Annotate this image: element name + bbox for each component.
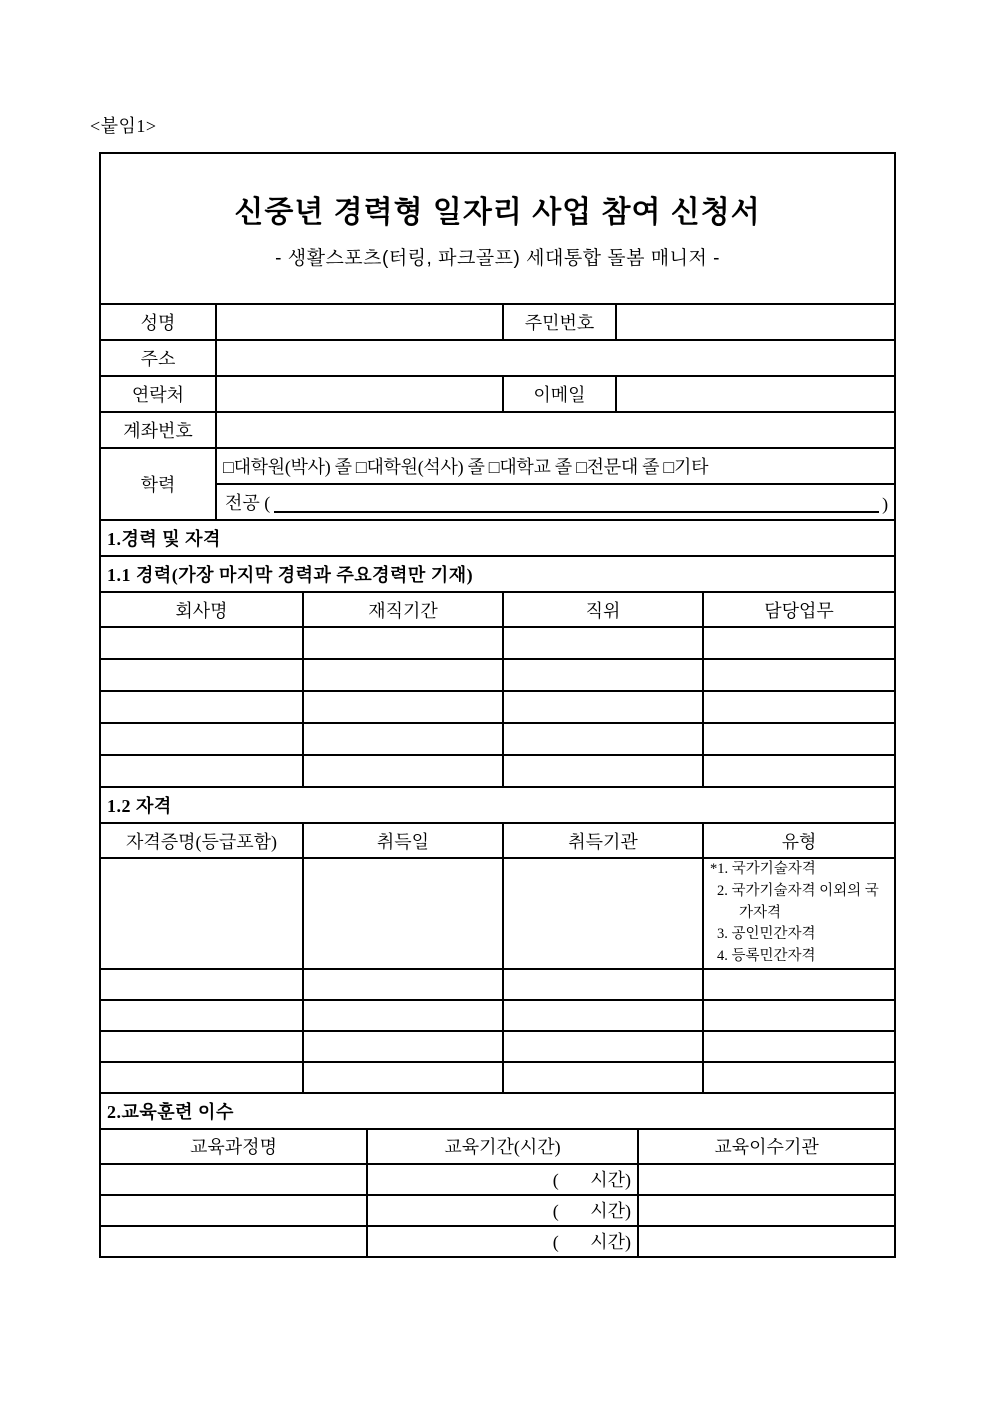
edu-org-cell[interactable] xyxy=(638,1226,895,1257)
career-row xyxy=(100,755,895,787)
qualification-row xyxy=(100,1062,895,1093)
career-heading: 1.1 경력(가장 마지막 경력과 주요경력만 기재) xyxy=(100,556,895,592)
qual-org-cell[interactable] xyxy=(503,1000,703,1031)
edu-col-course: 교육과정명 xyxy=(100,1129,367,1164)
qualification-row xyxy=(100,1031,895,1062)
career-duty-cell[interactable] xyxy=(703,659,895,691)
qualification-row xyxy=(100,1000,895,1031)
career-col-position: 직위 xyxy=(503,592,703,627)
qual-date-cell[interactable] xyxy=(303,1000,503,1031)
major-blank-line[interactable] xyxy=(274,491,879,513)
row-account xyxy=(100,412,895,448)
qual-cert-cell[interactable] xyxy=(100,858,303,969)
contact-label: 연락처 xyxy=(100,376,216,412)
edu-col-org: 교육이수기관 xyxy=(638,1129,895,1164)
career-duty-cell[interactable] xyxy=(703,627,895,659)
email-input-cell[interactable] xyxy=(616,376,895,412)
qual-date-cell[interactable] xyxy=(303,858,503,969)
application-form xyxy=(99,152,894,1258)
edu-col-period: 교육기간(시간) xyxy=(367,1129,638,1164)
qual-col-cert: 자격증명(등급포함) xyxy=(100,823,303,858)
row-contact xyxy=(100,376,895,412)
career-company-cell[interactable] xyxy=(100,659,303,691)
qual-type-option-1: *1. 국가기술자격 xyxy=(710,861,816,877)
qual-org-cell[interactable] xyxy=(503,969,703,1000)
qual-date-cell[interactable] xyxy=(303,1031,503,1062)
career-duty-cell[interactable] xyxy=(703,755,895,787)
qual-type-options xyxy=(703,858,895,969)
career-position-cell[interactable] xyxy=(503,723,703,755)
qual-col-date: 취득일 xyxy=(303,823,503,858)
education-checkbox-options[interactable]: □대학원(박사) 졸 □대학원(석사) 졸 □대학교 졸 □전문대 졸 □기타 xyxy=(216,448,895,484)
qual-cert-cell[interactable] xyxy=(100,1031,303,1062)
education-row xyxy=(100,1164,895,1195)
qual-type-cell[interactable] xyxy=(703,1000,895,1031)
education-header-row xyxy=(100,1129,895,1164)
attachment-label: <붙임1> xyxy=(90,116,157,136)
edu-hours-cell[interactable]: ( 시간) xyxy=(367,1164,638,1195)
career-company-cell[interactable] xyxy=(100,723,303,755)
career-position-cell[interactable] xyxy=(503,691,703,723)
edu-org-cell[interactable] xyxy=(638,1164,895,1195)
qual-cert-cell[interactable] xyxy=(100,1062,303,1093)
career-duty-cell[interactable] xyxy=(703,691,895,723)
edu-course-cell[interactable] xyxy=(100,1164,367,1195)
career-row xyxy=(100,723,895,755)
qualification-header-row xyxy=(100,823,895,858)
qual-org-cell[interactable] xyxy=(503,858,703,969)
qualification-row-first xyxy=(100,858,895,969)
education-row xyxy=(100,1226,895,1257)
qual-cert-cell[interactable] xyxy=(100,1000,303,1031)
career-col-duty: 담당업무 xyxy=(703,592,895,627)
career-position-cell[interactable] xyxy=(503,627,703,659)
row-major xyxy=(100,484,895,520)
career-period-cell[interactable] xyxy=(303,755,503,787)
career-row xyxy=(100,691,895,723)
career-row xyxy=(100,659,895,691)
career-position-cell[interactable] xyxy=(503,659,703,691)
row-address xyxy=(100,340,895,376)
career-period-cell[interactable] xyxy=(303,659,503,691)
career-header-row xyxy=(100,592,895,627)
edu-course-cell[interactable] xyxy=(100,1226,367,1257)
contact-input-cell[interactable] xyxy=(216,376,503,412)
career-duty-cell[interactable] xyxy=(703,723,895,755)
career-company-cell[interactable] xyxy=(100,691,303,723)
section2-heading: 2.교육훈련 이수 xyxy=(100,1093,895,1129)
career-company-cell[interactable] xyxy=(100,755,303,787)
title-block xyxy=(100,153,895,304)
career-period-cell[interactable] xyxy=(303,723,503,755)
resident-no-input-cell[interactable] xyxy=(616,304,895,340)
qual-type-cell[interactable] xyxy=(703,969,895,1000)
email-label: 이메일 xyxy=(503,376,616,412)
qualification-row xyxy=(100,969,895,1000)
career-position-cell[interactable] xyxy=(503,755,703,787)
qual-col-org: 취득기관 xyxy=(503,823,703,858)
career-row xyxy=(100,627,895,659)
education-row xyxy=(100,1195,895,1226)
address-label: 주소 xyxy=(100,340,216,376)
career-period-cell[interactable] xyxy=(303,691,503,723)
career-col-period: 재직기간 xyxy=(303,592,503,627)
education-label: 학력 xyxy=(100,448,216,520)
qual-col-type: 유형 xyxy=(703,823,895,858)
qual-type-option-3: 3. 공인민간자격 xyxy=(717,926,816,943)
name-input-cell[interactable] xyxy=(216,304,503,340)
qual-cert-cell[interactable] xyxy=(100,969,303,1000)
edu-course-cell[interactable] xyxy=(100,1195,367,1226)
career-company-cell[interactable] xyxy=(100,627,303,659)
row-education xyxy=(100,448,895,484)
address-input-cell[interactable] xyxy=(216,340,895,376)
qual-date-cell[interactable] xyxy=(303,1062,503,1093)
qual-type-cell[interactable] xyxy=(703,1031,895,1062)
name-label: 성명 xyxy=(100,304,216,340)
major-close-paren: ) xyxy=(882,494,889,514)
account-no-label: 계좌번호 xyxy=(100,412,216,448)
qual-type-option-2: 2. 국가기술자격 이외의 국가자격 xyxy=(717,882,879,921)
career-period-cell[interactable] xyxy=(303,627,503,659)
form-subtitle: - 생활스포츠(터링, 파크골프) 세대통합 돌봄 매니저 - xyxy=(275,248,720,269)
edu-org-cell[interactable] xyxy=(638,1195,895,1226)
major-cell xyxy=(216,484,895,520)
row-name xyxy=(100,304,895,340)
qual-org-cell[interactable] xyxy=(503,1062,703,1093)
application-form-table xyxy=(99,152,896,1258)
section1-heading: 1.경력 및 자격 xyxy=(100,520,895,556)
edu-hours-cell[interactable]: ( 시간) xyxy=(367,1195,638,1226)
account-no-input-cell[interactable] xyxy=(216,412,895,448)
qualification-heading: 1.2 자격 xyxy=(100,787,895,823)
form-title: 신중년 경력형 일자리 사업 참여 신청서 xyxy=(234,196,761,229)
edu-hours-cell[interactable]: ( 시간) xyxy=(367,1226,638,1257)
major-label: 전공 ( xyxy=(225,493,271,513)
qual-type-cell[interactable] xyxy=(703,1062,895,1093)
qual-org-cell[interactable] xyxy=(503,1031,703,1062)
career-col-company: 회사명 xyxy=(100,592,303,627)
qual-date-cell[interactable] xyxy=(303,969,503,1000)
qual-type-option-4: 4. 등록민간자격 xyxy=(717,948,816,964)
resident-no-label: 주민번호 xyxy=(503,304,616,340)
